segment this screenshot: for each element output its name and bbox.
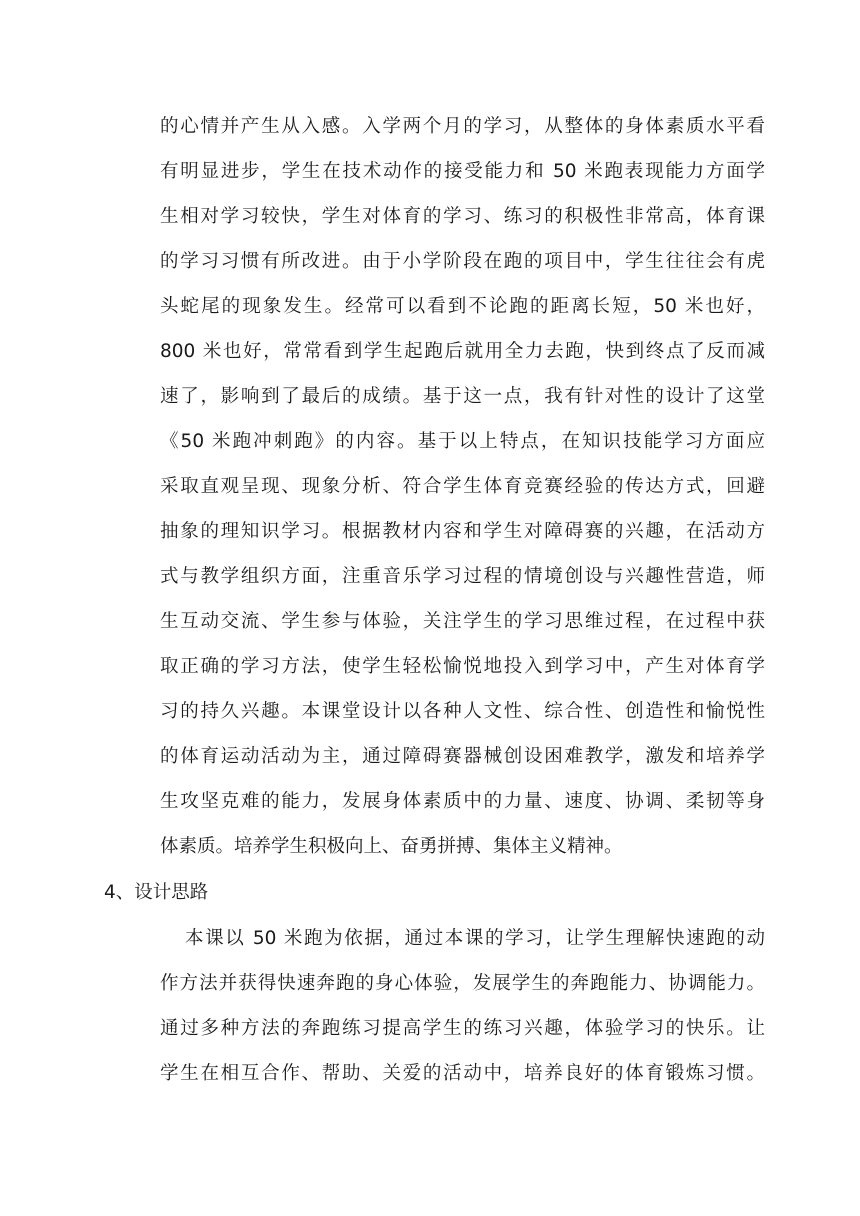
paragraph-line: 的体育运动活动为主，通过障碍赛器械创设困难教学，激发和培养学 — [160, 746, 765, 767]
paragraph-line: 式与教学组织方面，注重音乐学习过程的情境创设与兴趣性营造，师 — [160, 566, 765, 587]
paragraph-line: 《50 米跑冲刺跑》的内容。基于以上特点，在知识技能学习方面应 — [160, 431, 765, 452]
paragraph-line: 的学习习惯有所改进。由于小学阶段在跑的项目中，学生往往会有虎 — [160, 251, 765, 272]
paragraph-line: 速了，影响到了最后的成绩。基于这一点，我有针对性的设计了这堂 — [160, 386, 765, 407]
paragraph-line: 学生在相互合作、帮助、关爱的活动中，培养良好的体育锻炼习惯。 — [160, 1063, 765, 1084]
paragraph-line: 抽象的理知识学习。根据教材内容和学生对障碍赛的兴趣，在活动方 — [160, 521, 765, 542]
section-heading: 4、设计思路 — [104, 882, 209, 903]
paragraph-line: 采取直观呈现、现象分析、符合学生体育竞赛经验的传达方式，回避 — [160, 476, 765, 497]
paragraph-line: 作方法并获得快速奔跑的身心体验，发展学生的奔跑能力、协调能力。 — [160, 973, 765, 994]
paragraph-line: 800 米也好，常常看到学生起跑后就用全力去跑，快到终点了反而减 — [160, 341, 765, 362]
paragraph-line: 习的持久兴趣。本课堂设计以各种人文性、综合性、创造性和愉悦性 — [160, 701, 765, 722]
paragraph-line: 通过多种方法的奔跑练习提高学生的练习兴趣，体验学习的快乐。让 — [160, 1018, 765, 1039]
paragraph-line: 本课以 50 米跑为依据，通过本课的学习，让学生理解快速跑的动 — [185, 928, 765, 949]
paragraph-line: 生攻坚克难的能力，发展身体素质中的力量、速度、协调、柔韧等身 — [160, 791, 765, 812]
paragraph-line: 头蛇尾的现象发生。经常可以看到不论跑的距离长短，50 米也好， — [160, 296, 765, 317]
paragraph-line: 体素质。培养学生积极向上、奋勇拼搏、集体主义精神。 — [160, 836, 623, 857]
paragraph-line: 生相对学习较快，学生对体育的学习、练习的积极性非常高，体育课 — [160, 206, 765, 227]
paragraph-line: 取正确的学习方法，使学生轻松愉悦地投入到学习中，产生对体育学 — [160, 656, 765, 677]
paragraph-line: 的心情并产生从入感。入学两个月的学习，从整体的身体素质水平看 — [160, 116, 765, 137]
paragraph-line: 有明显进步，学生在技术动作的接受能力和 50 米跑表现能力方面学 — [160, 161, 765, 182]
paragraph-line: 生互动交流、学生参与体验，关注学生的学习思维过程，在过程中获 — [160, 611, 765, 632]
